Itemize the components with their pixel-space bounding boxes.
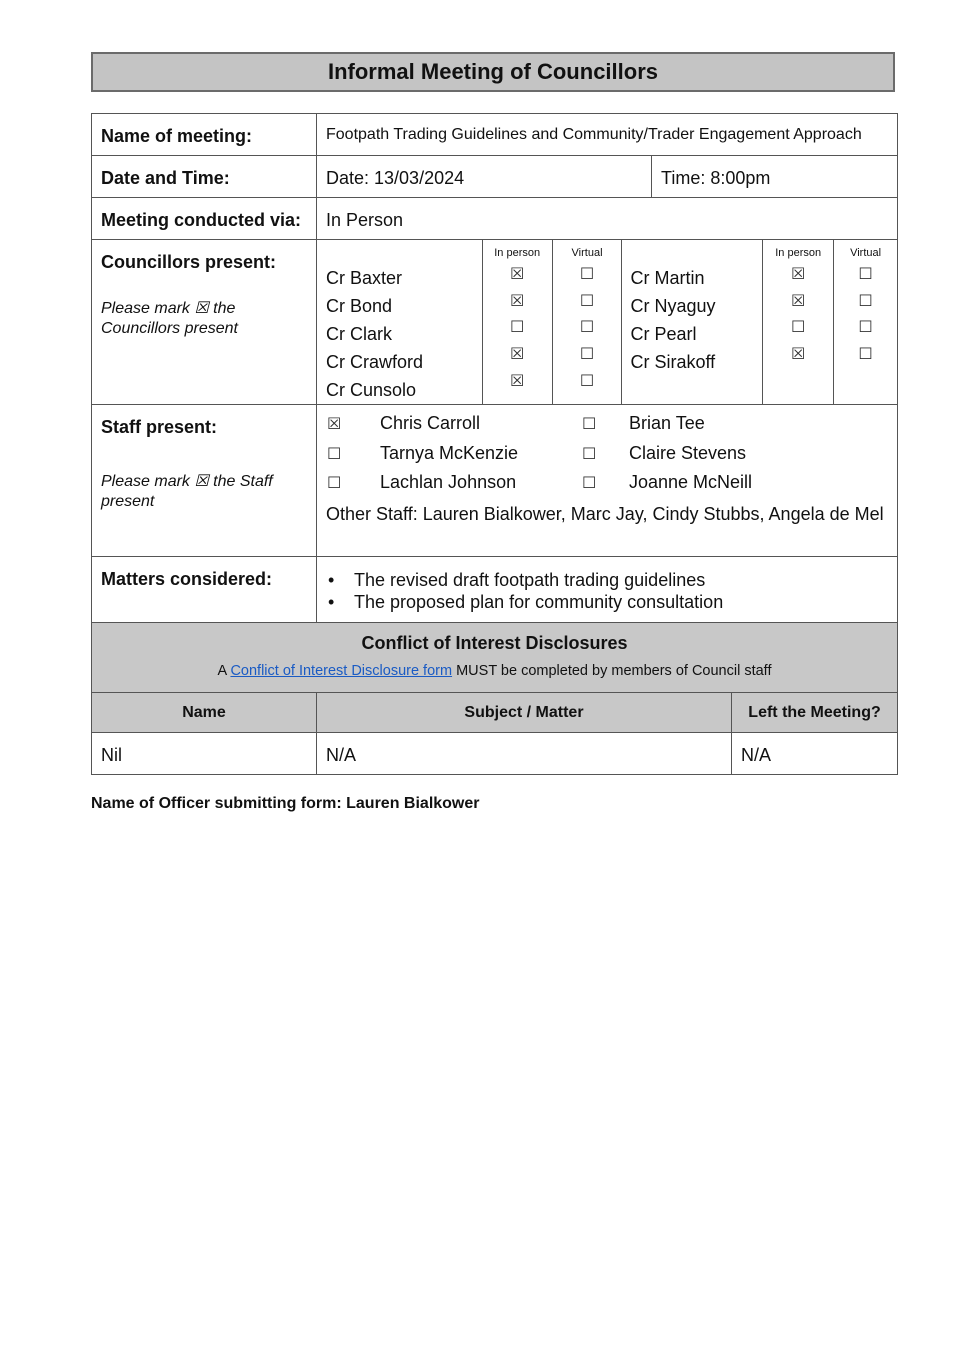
councillor-name: Cr Cunsolo [326,380,417,400]
coi-col-subject: Subject / Matter [317,693,732,733]
coi-note-suffix: MUST be completed by members of Council staff [452,663,772,679]
in-person-header: In person [775,247,822,259]
matters-cell [317,557,898,623]
in-person-checkbox[interactable]: ☒ [510,264,525,283]
in-person-checkbox[interactable]: ☐ [510,317,525,337]
staff-name: Joanne McNeill [629,472,753,492]
matters-label: Matters considered: [92,557,317,623]
coi-row-left: N/A [732,733,898,775]
virtual-checkbox[interactable]: ☐ [579,290,595,310]
councillors-grid-cell [317,240,898,405]
conducted-via-value: In Person [317,198,898,240]
meeting-name-value: Footpath Trading Guidelines and Community/Trader Engagement Approach [317,114,898,156]
councillor-name: Cr Sirakoff [630,352,716,372]
staff-hint: Please mark ☒ the Staff present [101,473,273,510]
virtual-checkbox[interactable]: ☐ [858,264,873,283]
coi-note [92,663,897,679]
staff-checkbox[interactable]: ☐ [582,444,597,463]
councillor-name: Cr Bond [326,296,393,316]
staff-label: Staff present: [101,417,218,437]
coi-col-left: Left the Meeting? [732,693,898,733]
date-time-label: Date and Time: [92,156,317,198]
matters-list [326,569,889,613]
staff-name: Claire Stevens [629,443,747,463]
councillor-name: Cr Nyaguy [630,296,716,316]
coi-col-name: Name [92,693,317,733]
coi-row-name: Nil [92,733,317,775]
staff-checkbox[interactable]: ☐ [327,473,342,492]
councillor-name: Cr Crawford [326,352,424,372]
councillors-label-cell [92,240,317,405]
coi-note-prefix: A [217,663,231,679]
virtual-checkbox[interactable]: ☐ [579,370,595,390]
in-person-checkbox[interactable]: ☐ [791,317,806,337]
councillor-name: Cr Clark [326,324,392,344]
in-person-checkbox[interactable]: ☒ [791,344,806,364]
councillor-name: Cr Baxter [326,268,403,288]
virtual-header: Virtual [850,247,882,259]
coi-title: Conflict of Interest Disclosures [361,633,628,653]
virtual-checkbox[interactable]: ☐ [858,317,873,337]
in-person-column-right [762,240,833,404]
form-title: Informal Meeting of Councillors [91,52,895,92]
staff-name: Lachlan Johnson [380,472,517,492]
submitting-officer: Name of Officer submitting form: Lauren Bialkower [91,795,480,812]
staff-label-cell [92,405,317,557]
virtual-checkbox[interactable]: ☐ [579,264,595,283]
in-person-checkbox[interactable]: ☒ [510,290,525,310]
in-person-checkbox[interactable]: ☒ [510,370,525,390]
in-person-checkbox[interactable]: ☒ [791,290,806,310]
virtual-checkbox[interactable]: ☐ [858,344,873,364]
in-person-checkbox[interactable]: ☒ [510,344,525,364]
virtual-checkbox[interactable]: ☐ [579,317,595,337]
virtual-checkbox[interactable]: ☐ [579,344,595,364]
in-person-checkbox[interactable]: ☒ [791,264,806,283]
date-value: Date: 13/03/2024 [317,156,652,198]
councillor-name: Cr Pearl [630,324,697,344]
coi-row-subject: N/A [317,733,732,775]
staff-cell [317,405,898,557]
councillors-hint: Please mark ☒ the Councillors present [101,300,238,337]
in-person-column-left [482,240,552,404]
councillor-names-right [621,240,762,404]
councillor-name: Cr Martin [630,268,705,288]
meeting-name-label: Name of meeting: [92,114,317,156]
coi-form-link[interactable]: Conflict of Interest Disclosure form [230,663,453,679]
councillors-label: Councillors present: [101,252,277,272]
virtual-column-left [552,240,622,404]
time-value: Time: 8:00pm [652,156,898,198]
in-person-header: In person [494,247,541,259]
staff-checkbox[interactable]: ☐ [582,414,597,433]
conducted-via-label: Meeting conducted via: [92,198,317,240]
councillor-names-left [317,240,482,404]
virtual-checkbox[interactable]: ☐ [858,290,873,310]
virtual-header: Virtual [571,247,603,259]
staff-name: Chris Carroll [380,413,481,433]
other-staff: Other Staff: Lauren Bialkower, Marc Jay, Cindy Stubbs, Angela de Mel [326,504,884,524]
list-item: • The proposed plan for community consultation [354,591,889,613]
coi-header-cell [92,623,898,693]
staff-name: Tarnya McKenzie [380,443,519,463]
list-item: • The revised draft footpath trading guidelines [354,569,889,591]
staff-checkbox[interactable]: ☐ [327,444,342,463]
staff-name: Brian Tee [629,413,705,433]
staff-checkbox[interactable]: ☒ [327,414,342,433]
staff-checkbox[interactable]: ☐ [582,473,597,492]
meeting-form-table [91,113,898,775]
virtual-column-right [833,240,897,404]
